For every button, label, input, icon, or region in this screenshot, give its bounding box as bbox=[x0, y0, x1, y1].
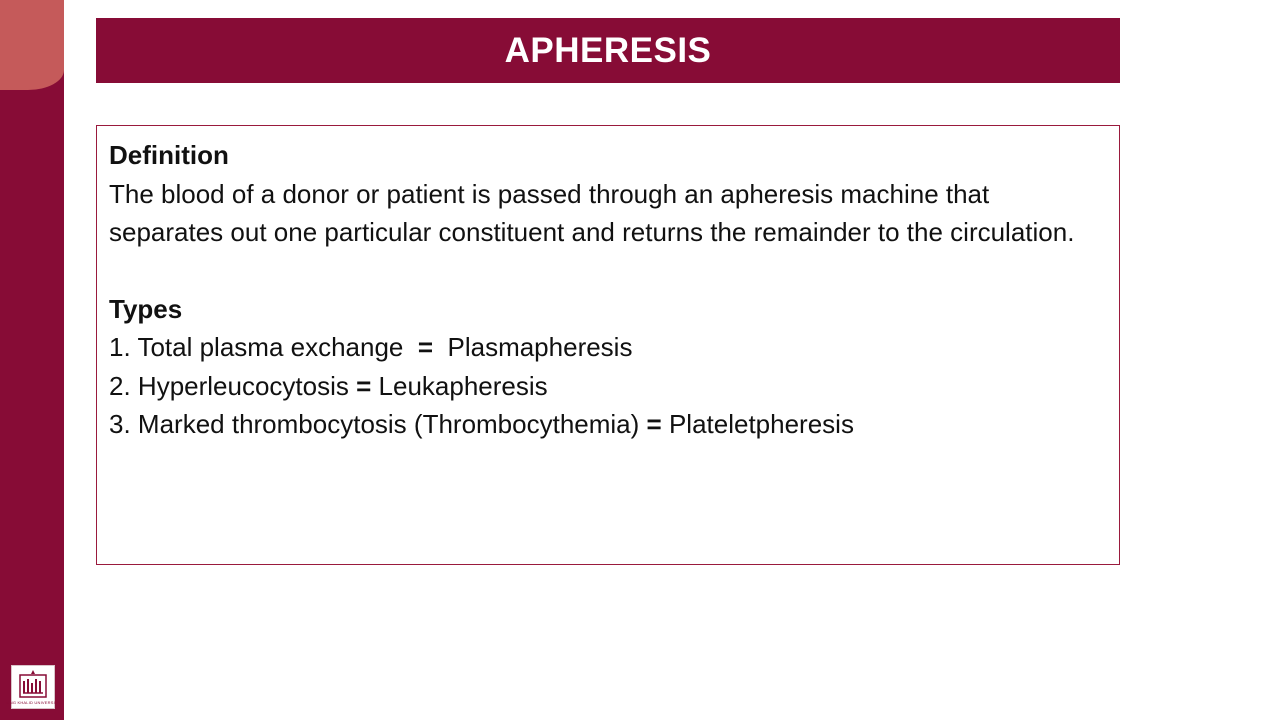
slide-title: APHERESIS bbox=[504, 30, 712, 70]
university-logo-icon bbox=[18, 669, 48, 699]
definition-heading: Definition bbox=[109, 140, 229, 170]
title-banner bbox=[96, 18, 1120, 83]
item-procedure: Leukapheresis bbox=[378, 370, 548, 401]
spacer bbox=[109, 252, 1107, 290]
item-equals: = bbox=[639, 409, 669, 439]
item-number: 1. bbox=[109, 332, 131, 362]
university-logo bbox=[5, 665, 61, 709]
item-number: 3. bbox=[109, 409, 131, 439]
item-procedure: Plateletpheresis bbox=[668, 409, 854, 439]
corner-accent bbox=[0, 0, 64, 90]
item-condition: Marked thrombocytosis (Thrombocythemia) bbox=[137, 409, 640, 439]
item-equals: = bbox=[410, 332, 441, 362]
side-bar bbox=[0, 0, 64, 720]
types-list-item-1 bbox=[109, 328, 1107, 367]
definition-text: The blood of a donor or patient is passed through an apheresis machine that separates out one particular constituent and returns the remainder to the circulation. bbox=[109, 178, 1075, 247]
logo-text: KING KHALID UNIVERSITY bbox=[5, 700, 61, 705]
item-condition: Total plasma exchange bbox=[137, 332, 411, 362]
content-box bbox=[96, 125, 1120, 565]
types-list-item-3 bbox=[109, 405, 1107, 444]
types-list-item-2 bbox=[109, 367, 1107, 406]
item-equals: = bbox=[348, 370, 379, 401]
item-number: 2. bbox=[109, 370, 131, 401]
item-procedure: Plasmapheresis bbox=[440, 332, 633, 362]
item-condition: Hyperleucocytosis bbox=[137, 370, 349, 401]
types-heading: Types bbox=[109, 293, 183, 324]
